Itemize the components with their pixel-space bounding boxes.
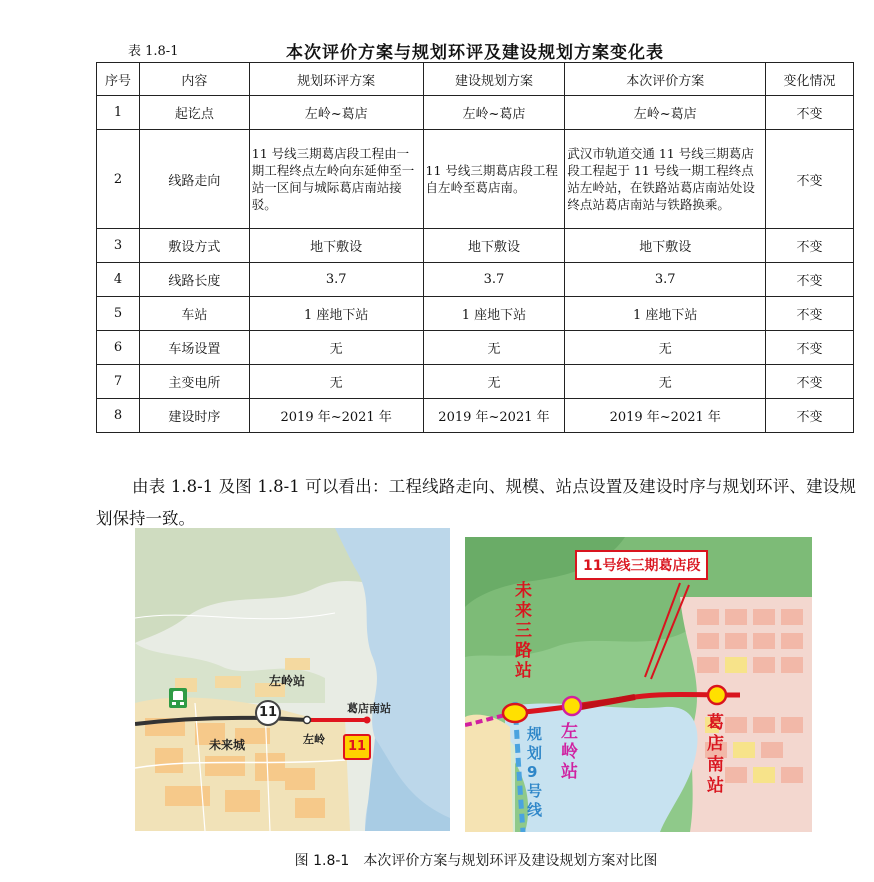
table-cell: 无: [565, 365, 766, 399]
table-cell: 不变: [766, 297, 854, 331]
table-cell: 无: [423, 365, 565, 399]
table-cell: 左岭~葛店: [423, 96, 565, 130]
table-cell: 建设时序: [139, 399, 249, 433]
table-cell: 1 座地下站: [423, 297, 565, 331]
table-cell: 线路走向: [139, 130, 249, 229]
table-cell: 4: [97, 263, 140, 297]
table-row: [97, 399, 854, 433]
table-cell: 2019 年~2021 年: [565, 399, 766, 433]
table-cell: 不变: [766, 263, 854, 297]
comparison-table: [96, 62, 854, 433]
table-cell: 3.7: [423, 263, 565, 297]
table-cell: 11 号线三期葛店段工程自左岭至葛店南。: [423, 130, 565, 229]
map-label-gedian-south-station: 葛店南站: [707, 713, 724, 796]
map-label-zuoling-station: 左岭站: [561, 722, 578, 782]
table-cell: 不变: [766, 331, 854, 365]
table-cell: 无: [249, 365, 423, 399]
table-cell: 8: [97, 399, 140, 433]
header-cell: 变化情况: [766, 63, 854, 96]
table-row: [97, 130, 854, 229]
table-cell: 地下敷设: [423, 229, 565, 263]
table-cell: 不变: [766, 130, 854, 229]
table-cell: 1 座地下站: [249, 297, 423, 331]
header-cell: 本次评价方案: [565, 63, 766, 96]
table-cell: 不变: [766, 399, 854, 433]
map-label-zuoling-station: 左岭站: [269, 674, 306, 688]
table-header-row: [97, 63, 854, 96]
table-row: [97, 229, 854, 263]
table-cell: 无: [249, 331, 423, 365]
table-cell: 主变电所: [139, 365, 249, 399]
table-row: [97, 331, 854, 365]
planning-map-right: [465, 537, 812, 832]
table-cell: 3: [97, 229, 140, 263]
table-cell: 车站: [139, 297, 249, 331]
table-cell: 地下敷设: [565, 229, 766, 263]
figure-caption: 图 1.8-1 本次评价方案与规划环评及建设规划方案对比图: [294, 853, 658, 869]
planning-map-left: [135, 528, 450, 831]
line-11-badge: 11: [255, 700, 281, 726]
table-cell: 武汉市轨道交通 11 号线三期葛店段工程起于 11 号线一期工程终点站左岭站，在铁路站葛店南站处设终点站葛店南站与铁路换乘。: [565, 130, 766, 229]
table-cell: 线路长度: [139, 263, 249, 297]
table-row: [97, 297, 854, 331]
table-cell: 敷设方式: [139, 229, 249, 263]
table-cell: 11 号线三期葛店段工程由一期工程终点左岭向东延伸至一站一区间与城际葛店南站接驳。: [249, 130, 423, 229]
table-cell: 无: [565, 331, 766, 365]
train-station-icon: [169, 688, 187, 708]
header-cell: 序号: [97, 63, 140, 96]
table-cell: 不变: [766, 229, 854, 263]
table-cell: 2: [97, 130, 140, 229]
line-11-callout: 11号线三期葛店段: [575, 550, 708, 580]
table-row: [97, 96, 854, 130]
map-label-zuoling: 左岭: [303, 733, 325, 746]
map-label-gedian-south: 葛店南站: [347, 702, 391, 715]
table-cell: 车场设置: [139, 331, 249, 365]
table-row: [97, 365, 854, 399]
table-cell: 5: [97, 297, 140, 331]
table-cell: 2019 年~2021 年: [423, 399, 565, 433]
table-cell: 3.7: [249, 263, 423, 297]
table-cell: 起讫点: [139, 96, 249, 130]
table-cell: 2019 年~2021 年: [249, 399, 423, 433]
table-number: 表 1.8-1: [128, 44, 179, 59]
map-label-line-9: 规划9号线: [527, 725, 543, 819]
map-label-weilaicheng: 未来城: [209, 738, 246, 752]
header-cell: 规划环评方案: [249, 63, 423, 96]
table-cell: 无: [423, 331, 565, 365]
line-11-new-badge: 11: [343, 734, 371, 760]
header-cell: 建设规划方案: [423, 63, 565, 96]
map-label-weilai-road-station: 未来三路站: [515, 581, 532, 681]
table-cell: 左岭~葛店: [249, 96, 423, 130]
table-cell: 不变: [766, 96, 854, 130]
header-cell: 内容: [139, 63, 249, 96]
table-cell: 1 座地下站: [565, 297, 766, 331]
table-cell: 3.7: [565, 263, 766, 297]
table-cell: 地下敷设: [249, 229, 423, 263]
table-cell: 左岭~葛店: [565, 96, 766, 130]
body-paragraph: 由表 1.8-1 及图 1.8-1 可以看出：工程线路走向、规模、站点设置及建设时序与规划环评、建设规划保持一致。: [96, 476, 856, 528]
table-cell: 7: [97, 365, 140, 399]
table-title: 本次评价方案与规划环评及建设规划方案变化表: [286, 43, 664, 63]
table-caption: [96, 38, 854, 63]
table-cell: 不变: [766, 365, 854, 399]
table-row: [97, 263, 854, 297]
table-cell: 6: [97, 331, 140, 365]
table-cell: 1: [97, 96, 140, 130]
